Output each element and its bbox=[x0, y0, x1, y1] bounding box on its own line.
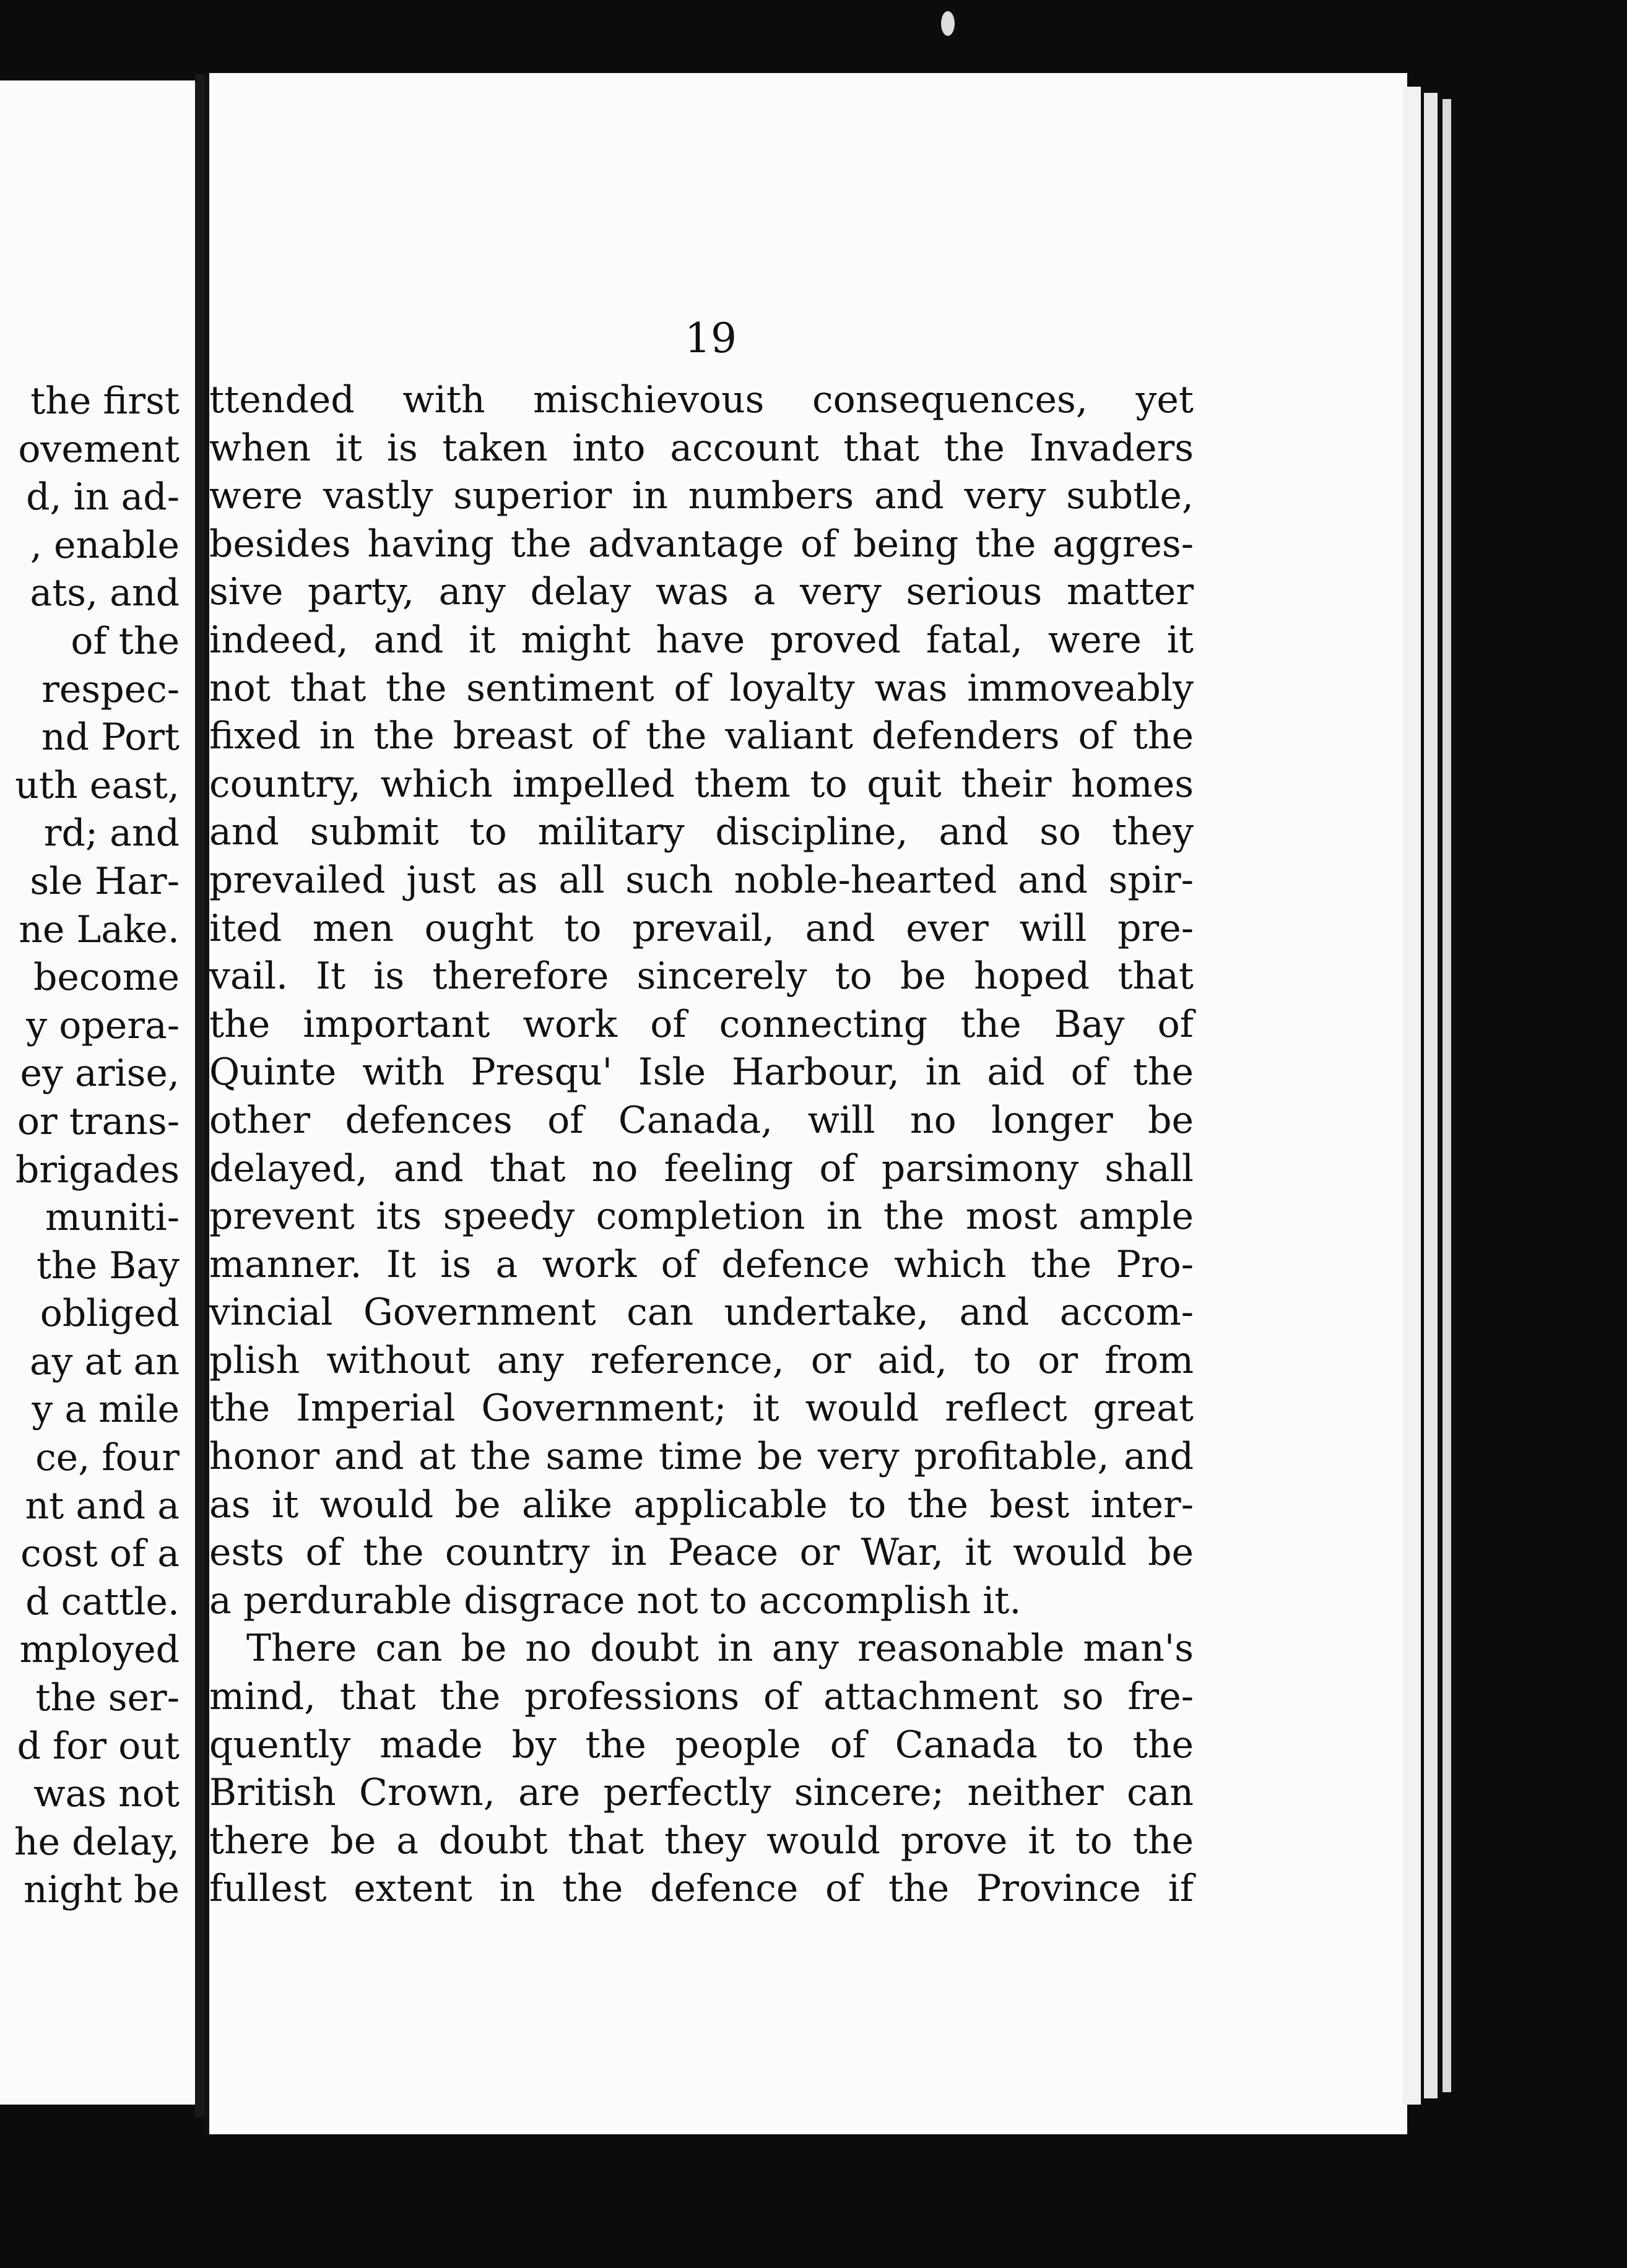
body-line: besides having the advantage of being the aggres- bbox=[209, 522, 1194, 566]
left-page-text-column bbox=[0, 378, 180, 1915]
body-line: the Imperial Government; it would reflect great bbox=[209, 1387, 1194, 1430]
left-page-line: or trans- bbox=[17, 1099, 180, 1143]
body-line: mind, that the professions of attachment so fre- bbox=[209, 1675, 1194, 1719]
body-line: ited men ought to prevail, and ever will pre- bbox=[209, 906, 1194, 950]
body-line: and submit to military discipline, and so they bbox=[209, 810, 1194, 854]
body-line: There can be no doubt in any reasonable man's bbox=[246, 1627, 1194, 1671]
body-line: indeed, and it might have proved fatal, were it bbox=[209, 618, 1194, 662]
body-line: manner. It is a work of defence which the Pro- bbox=[209, 1242, 1194, 1286]
left-page-line: ce, four bbox=[35, 1436, 180, 1480]
left-page-line: ovement bbox=[18, 427, 180, 471]
body-line: not that the sentiment of loyalty was immoveably bbox=[209, 666, 1194, 710]
left-page-line: the Bay bbox=[36, 1244, 180, 1288]
left-page-line: the ser- bbox=[35, 1676, 180, 1720]
left-page-line: d, in ad- bbox=[26, 475, 180, 519]
left-page-line: of the bbox=[71, 619, 180, 663]
left-page-line: d cattle. bbox=[25, 1580, 180, 1624]
left-page-line: sle Har- bbox=[30, 859, 180, 903]
left-page-line: y a mile bbox=[32, 1388, 180, 1432]
left-page-line: ay at an bbox=[29, 1340, 180, 1383]
left-page-line: nd Port bbox=[41, 716, 180, 760]
body-line: a perdurable disgrace not to accomplish it. bbox=[209, 1578, 1022, 1622]
body-line: ests of the country in Peace or War, it would be bbox=[209, 1531, 1194, 1575]
body-line: ttended with mischievous consequences, yet bbox=[209, 378, 1194, 422]
body-line: vail. It is therefore sincerely to be hoped that bbox=[209, 954, 1194, 998]
scan-speck bbox=[941, 11, 955, 36]
body-line: other defences of Canada, will no longer be bbox=[209, 1098, 1194, 1142]
body-line: as it would be alike applicable to the best inter- bbox=[209, 1482, 1194, 1526]
left-page-line: the first bbox=[30, 379, 180, 423]
left-page-line: muniti- bbox=[45, 1196, 180, 1240]
left-page-line: become bbox=[33, 956, 180, 1000]
body-line: prevent its speedy completion in the most ample bbox=[209, 1195, 1194, 1239]
body-line: country, which impelled them to quit their homes bbox=[209, 762, 1194, 806]
left-page-line: ey arise, bbox=[20, 1052, 180, 1096]
body-line: sive party, any delay was a very serious matter bbox=[209, 570, 1194, 614]
body-line: were vastly superior in numbers and very subtle, bbox=[209, 474, 1194, 518]
body-line: vincial Government can undertake, and accom- bbox=[209, 1291, 1194, 1335]
body-text bbox=[209, 376, 1194, 1913]
body-line: the important work of connecting the Bay of bbox=[209, 1002, 1194, 1046]
left-page-line: was not bbox=[33, 1772, 180, 1816]
body-line: prevailed just as all such noble-hearted and spir- bbox=[209, 858, 1194, 902]
page-edge bbox=[1443, 99, 1451, 2092]
page-edge bbox=[1402, 87, 1421, 2105]
left-page-line: cost of a bbox=[20, 1532, 180, 1576]
page-edge bbox=[1424, 93, 1438, 2098]
body-line: British Crown, are perfectly sincere; neither can bbox=[209, 1771, 1194, 1815]
left-page-line: respec- bbox=[41, 667, 180, 711]
left-page-line: night be bbox=[24, 1868, 180, 1912]
left-page-line: uth east, bbox=[15, 763, 180, 807]
left-page-line: rd; and bbox=[43, 812, 180, 855]
left-page-line: , enable bbox=[30, 523, 180, 567]
body-line: there be a doubt that they would prove it to the bbox=[209, 1819, 1194, 1863]
left-page-line: he delay, bbox=[14, 1820, 180, 1864]
body-line: plish without any reference, or aid, to or from bbox=[209, 1338, 1194, 1382]
body-line: fixed in the breast of the valiant defenders of the bbox=[209, 714, 1194, 758]
left-page-line: d for out bbox=[17, 1724, 180, 1768]
left-page-line: ne Lake. bbox=[19, 907, 180, 951]
body-line: delayed, and that no feeling of parsimony shall bbox=[209, 1146, 1194, 1190]
left-page-line: ats, and bbox=[30, 571, 180, 615]
left-page-line: brigades bbox=[15, 1148, 180, 1192]
left-facing-page bbox=[0, 80, 195, 2105]
left-page-line: y opera- bbox=[26, 1003, 180, 1047]
body-line: when it is taken into account that the Invaders bbox=[209, 426, 1194, 470]
left-page-line: obliged bbox=[40, 1292, 180, 1336]
page-number: 19 bbox=[685, 314, 737, 362]
body-line: Quinte with Presqu' Isle Harbour, in aid of the bbox=[209, 1050, 1194, 1094]
left-page-line: nt and a bbox=[25, 1484, 180, 1528]
body-line: honor and at the same time be very profitable, and bbox=[209, 1435, 1194, 1479]
right-page bbox=[204, 73, 1407, 2134]
body-line: quently made by the people of Canada to the bbox=[209, 1723, 1194, 1767]
body-line: fullest extent in the defence of the Province if bbox=[209, 1867, 1194, 1911]
left-page-line: mployed bbox=[19, 1628, 180, 1672]
